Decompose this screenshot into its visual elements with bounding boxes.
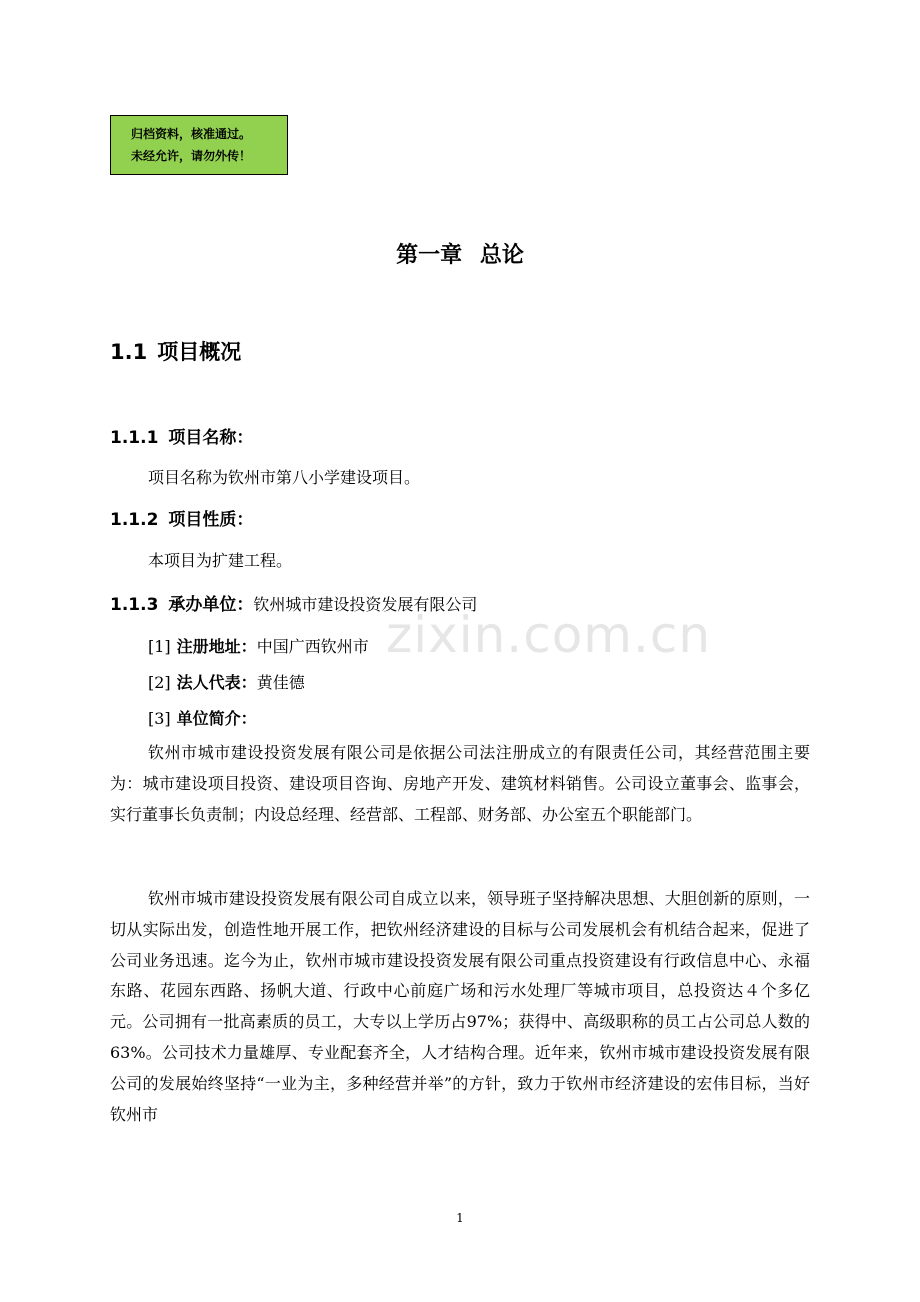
subsection-title: 承办单位： bbox=[168, 595, 254, 615]
subsection-title: 项目性质： bbox=[168, 510, 254, 530]
item-label: 注册地址： bbox=[176, 637, 257, 656]
subsection-number: 1.1.3 bbox=[110, 595, 159, 615]
subsection-heading-1-1-1 bbox=[110, 424, 253, 452]
section-heading-1-1 bbox=[110, 336, 241, 368]
section-title: 项目概况 bbox=[157, 340, 242, 364]
item-bracket: [1] bbox=[148, 637, 171, 656]
project-name-text: 项目名称为钦州市第八小学建设项目。 bbox=[148, 468, 421, 487]
subsection-title: 项目名称： bbox=[168, 428, 254, 448]
subsection-number: 1.1.2 bbox=[110, 510, 159, 530]
subsection-number: 1.1.1 bbox=[110, 428, 159, 448]
item-value: 中国广西钦州市 bbox=[256, 637, 369, 656]
registered-address-line bbox=[148, 633, 369, 661]
company-intro-paragraph-2: 钦州市城市建设投资发展有限公司自成立以来，领导班子坚持解决思想、大胆创新的原则，一切从实际出发，创造性地开展工作，把钦州经济建设的目标与公司发展机会有机结合起来，促进了公司业务迅速。迄今为止，钦州市城市建设投资发展有限公司重点投资建设有行政信息中心、永福东路、花园东西路、扬帆大道、行政中心前庭广场和污水处理厂等城市项目，总投资达４个多亿元。公司拥有一批高素质的员工，大专以上学历占97%；获得中、高级职称的员工占公司总人数的63%。公司技术力量雄厚、专业配套齐全，人才结构合理。近年来，钦州市城市建设投资发展有限公司的发展始终坚持“一业为主，多种经营并举”的方针，致力于钦州市经济建设的宏伟目标，当好钦州市 bbox=[110, 889, 810, 1124]
archive-stamp bbox=[110, 115, 288, 175]
item-bracket: [3] bbox=[148, 709, 171, 728]
item-label: 单位简介： bbox=[176, 709, 257, 728]
organizer-name: 钦州城市建设投资发展有限公司 bbox=[253, 595, 478, 614]
item-label: 法人代表： bbox=[176, 673, 257, 692]
stamp-line-1: 归档资料，核准通过。 bbox=[131, 127, 252, 141]
company-intro-paragraph-1: 钦州市城市建设投资发展有限公司是依据公司法注册成立的有限责任公司，其经营范围主要为：城市建设项目投资、建设项目咨询、房地产开发、建筑材料销售。公司设立董事会、监事会，实行董事长负责制；内设总经理、经营部、工程部、财务部、办公室五个职能部门。 bbox=[110, 743, 810, 824]
stamp-line-2: 未经允许，请勿外传！ bbox=[131, 149, 252, 163]
section-number: 1.1 bbox=[110, 340, 148, 364]
company-profile-line bbox=[148, 705, 257, 733]
page-number: 1 bbox=[456, 1211, 464, 1225]
item-bracket: [2] bbox=[148, 673, 171, 692]
watermark: zixin.com.cn bbox=[386, 606, 712, 664]
chapter-title: 第一章 总论 bbox=[396, 243, 524, 268]
legal-representative-line bbox=[148, 669, 305, 697]
item-value: 黄佳德 bbox=[256, 673, 305, 692]
project-nature-text: 本项目为扩建工程。 bbox=[148, 551, 293, 570]
subsection-heading-1-1-2 bbox=[110, 506, 253, 534]
